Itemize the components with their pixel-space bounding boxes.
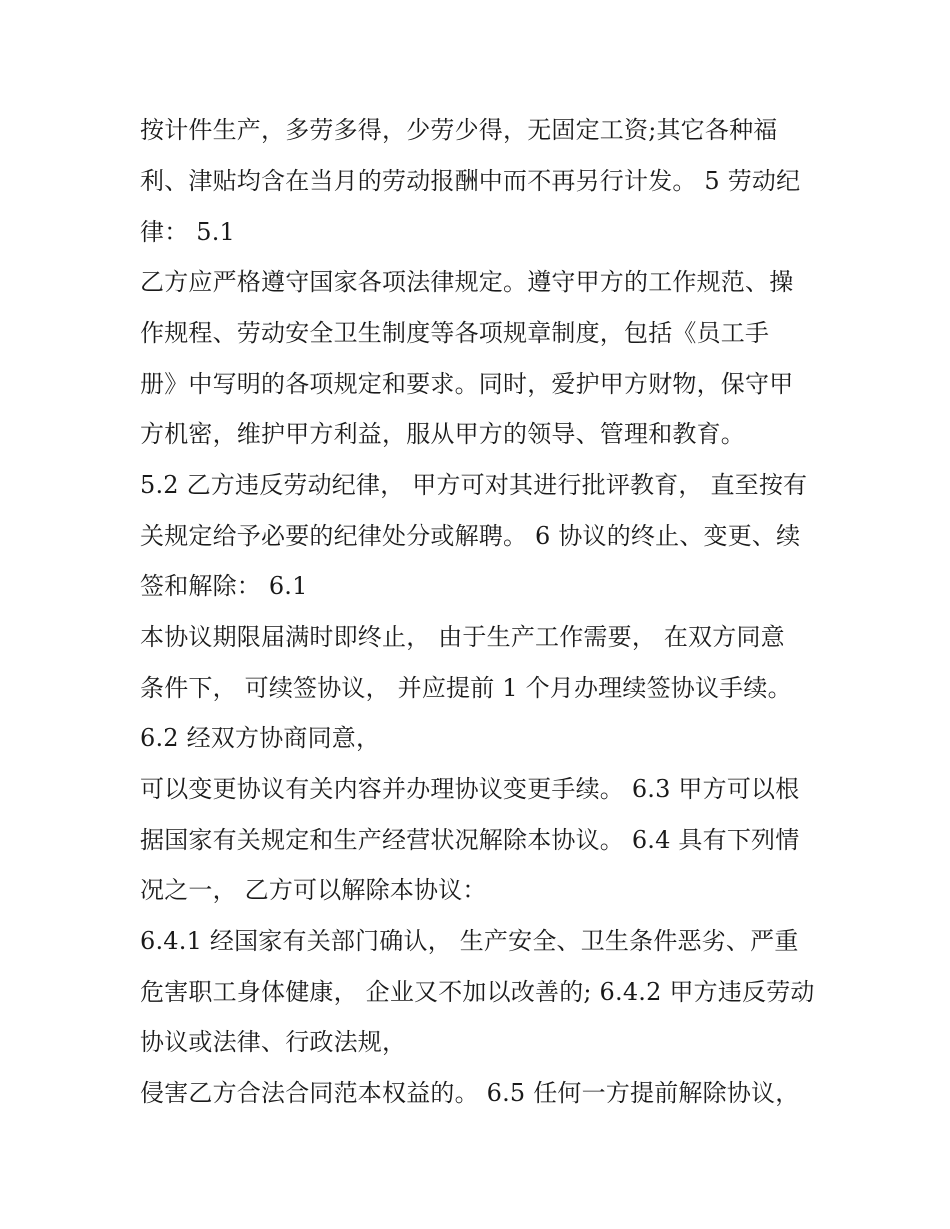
text-line: 5.2 乙方违反劳动纪律， 甲方可对其进行批评教育， 直至按有: [140, 471, 808, 499]
text-line: 利、津贴均含在当月的劳动报酬中而不再另行计发。 5 劳动纪: [140, 167, 801, 195]
text-line: 律： 5.1: [140, 218, 235, 246]
text-line: 方机密，维护甲方利益，服从甲方的领导、管理和教育。: [140, 420, 745, 448]
text-line: 作规程、劳动安全卫生制度等各项规章制度，包括《员工手: [140, 319, 770, 347]
text-line: 6.4.1 经国家有关部门确认， 生产安全、卫生条件恶劣、严重: [140, 927, 799, 955]
text-line: 危害职工身体健康， 企业又不加以改善的; 6.4.2 甲方违反劳动: [140, 978, 815, 1006]
text-line: 册》中写明的各项规定和要求。同时，爱护甲方财物，保守甲: [140, 370, 794, 398]
text-line: 6.2 经双方协商同意，: [140, 724, 381, 752]
text-line: 况之一， 乙方可以解除本协议：: [140, 876, 487, 904]
text-line: 侵害乙方合法合同范本权益的。 6.5 任何一方提前解除协议，: [140, 1079, 800, 1107]
text-line: 本协议期限届满时即终止， 由于生产工作需要， 在双方同意: [140, 623, 785, 651]
text-line: 乙方应严格遵守国家各项法律规定。遵守甲方的工作规范、操: [140, 268, 794, 296]
text-line: 按计件生产，多劳多得，少劳少得，无固定工资;其它各种福: [140, 116, 778, 144]
text-line: 签和解除： 6.1: [140, 572, 308, 600]
text-line: 协议或法律、行政法规，: [140, 1028, 407, 1056]
text-line: 可以变更协议有关内容并办理协议变更手续。 6.3 甲方可以根: [140, 775, 800, 803]
text-line: 据国家有关规定和生产经营状况解除本协议。 6.4 具有下列情: [140, 826, 800, 854]
text-line: 关规定给予必要的纪律处分或解聘。 6 协议的终止、变更、续: [140, 522, 801, 550]
text-line: 条件下， 可续签协议， 并应提前 1 个月办理续签协议手续。: [140, 674, 792, 702]
